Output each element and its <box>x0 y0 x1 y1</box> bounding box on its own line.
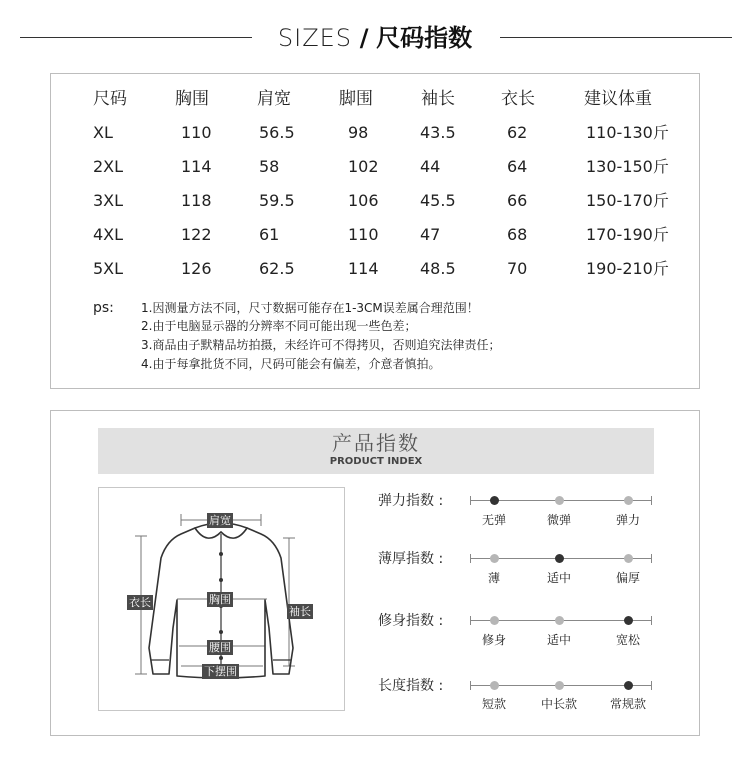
index-dot <box>624 616 633 625</box>
title-en: SIZES <box>277 24 353 52</box>
table-cell: 4XL <box>93 225 124 244</box>
note-line: 2.由于电脑显示器的分辨率不同可能出现一些色差； <box>141 319 417 333</box>
table-cell: 110 <box>348 225 379 244</box>
col-header: 肩宽 <box>257 89 291 109</box>
table-cell: 2XL <box>93 157 124 176</box>
index-option: 短款 <box>481 697 506 711</box>
table-cell: 48.5 <box>420 259 456 278</box>
label-chest: 胸围 <box>209 593 231 606</box>
table-cell: 45.5 <box>420 191 456 210</box>
index-label: 长度指数 : <box>378 678 444 694</box>
label-hem: 下摆围 <box>204 665 237 678</box>
title-separator: / <box>359 24 369 52</box>
note-line: 4.由于每拿批货不同，尺码可能会有偏差，介意者慎拍。 <box>141 357 441 371</box>
index-dot <box>624 496 633 505</box>
label-length: 衣长 <box>129 596 151 609</box>
table-cell: 68 <box>507 225 528 244</box>
table-cell: 170-190斤 <box>586 225 669 244</box>
table-cell: 190-210斤 <box>586 259 669 278</box>
table-cell: 62.5 <box>259 259 295 278</box>
table-cell: 44 <box>420 157 441 176</box>
index-tick <box>651 554 652 563</box>
label-waist: 腰围 <box>209 641 231 654</box>
index-label: 弹力指数 : <box>378 493 444 509</box>
col-header: 建议体重 <box>584 89 652 109</box>
table-cell: 70 <box>507 259 528 278</box>
index-tick <box>470 681 471 690</box>
table-cell: 126 <box>181 259 212 278</box>
table-cell: 150-170斤 <box>586 191 669 210</box>
index-dot <box>490 616 499 625</box>
index-option: 修身 <box>481 633 506 647</box>
shirt-diagram <box>98 487 345 711</box>
index-option: 无弹 <box>481 513 506 527</box>
note-line: 3.商品由子默精品坊拍摄，未经许可不得拷贝，否则追究法律责任； <box>141 338 501 352</box>
table-cell: 66 <box>507 191 528 210</box>
index-dot <box>555 496 564 505</box>
index-tick <box>651 616 652 625</box>
product-index-title-cn: 产品指数 <box>332 431 420 455</box>
note-line: 1.因测量方法不同，尺寸数据可能存在1-3CM误差属合理范围！ <box>141 301 479 315</box>
table-cell: 114 <box>348 259 379 278</box>
col-header: 袖长 <box>421 89 455 109</box>
index-dot <box>490 496 499 505</box>
product-index-title-en: PRODUCT INDEX <box>329 456 423 467</box>
col-header: 脚围 <box>339 89 373 109</box>
table-cell: 3XL <box>93 191 124 210</box>
table-cell: 118 <box>181 191 212 210</box>
index-dot <box>555 616 564 625</box>
product-index-banner <box>98 428 654 474</box>
table-cell: 102 <box>348 157 379 176</box>
title-cn: 尺码指数 <box>376 24 473 52</box>
index-tick <box>470 496 471 505</box>
index-dot <box>555 681 564 690</box>
table-cell: 47 <box>420 225 441 244</box>
index-dot <box>490 681 499 690</box>
col-header: 衣长 <box>501 89 535 109</box>
index-label: 修身指数 : <box>378 613 444 629</box>
col-header: 胸围 <box>175 89 209 109</box>
table-cell: 110 <box>181 123 212 142</box>
index-tick <box>651 681 652 690</box>
table-cell: 5XL <box>93 259 124 278</box>
index-label: 薄厚指数 : <box>378 551 444 567</box>
table-cell: 130-150斤 <box>586 157 669 176</box>
table-cell: 43.5 <box>420 123 456 142</box>
page-title <box>0 24 750 52</box>
label-sleeve: 袖长 <box>289 605 311 618</box>
notes-prefix: ps: <box>93 300 114 316</box>
table-cell: XL <box>93 123 113 142</box>
table-cell: 64 <box>507 157 528 176</box>
table-cell: 106 <box>348 191 379 210</box>
index-option: 适中 <box>546 571 571 585</box>
index-dot <box>490 554 499 563</box>
col-header: 尺码 <box>93 89 127 109</box>
table-cell: 122 <box>181 225 212 244</box>
table-cell: 56.5 <box>259 123 295 142</box>
table-cell: 61 <box>259 225 280 244</box>
table-cell: 62 <box>507 123 528 142</box>
index-dot <box>555 554 564 563</box>
index-option: 偏厚 <box>615 571 640 585</box>
index-tick <box>470 616 471 625</box>
index-option: 常规款 <box>609 697 646 711</box>
table-cell: 110-130斤 <box>586 123 669 142</box>
table-cell: 58 <box>259 157 280 176</box>
index-tick <box>470 554 471 563</box>
index-option: 微弹 <box>546 513 571 527</box>
index-option: 中长款 <box>540 697 577 711</box>
table-cell: 59.5 <box>259 191 295 210</box>
index-tick <box>651 496 652 505</box>
index-option: 宽松 <box>615 633 640 647</box>
index-option: 适中 <box>546 633 571 647</box>
table-cell: 98 <box>348 123 369 142</box>
index-option: 弹力 <box>615 513 640 527</box>
index-dot <box>624 554 633 563</box>
index-dot <box>624 681 633 690</box>
index-option: 薄 <box>487 571 500 585</box>
table-cell: 114 <box>181 157 212 176</box>
label-shoulder: 肩宽 <box>209 514 231 527</box>
